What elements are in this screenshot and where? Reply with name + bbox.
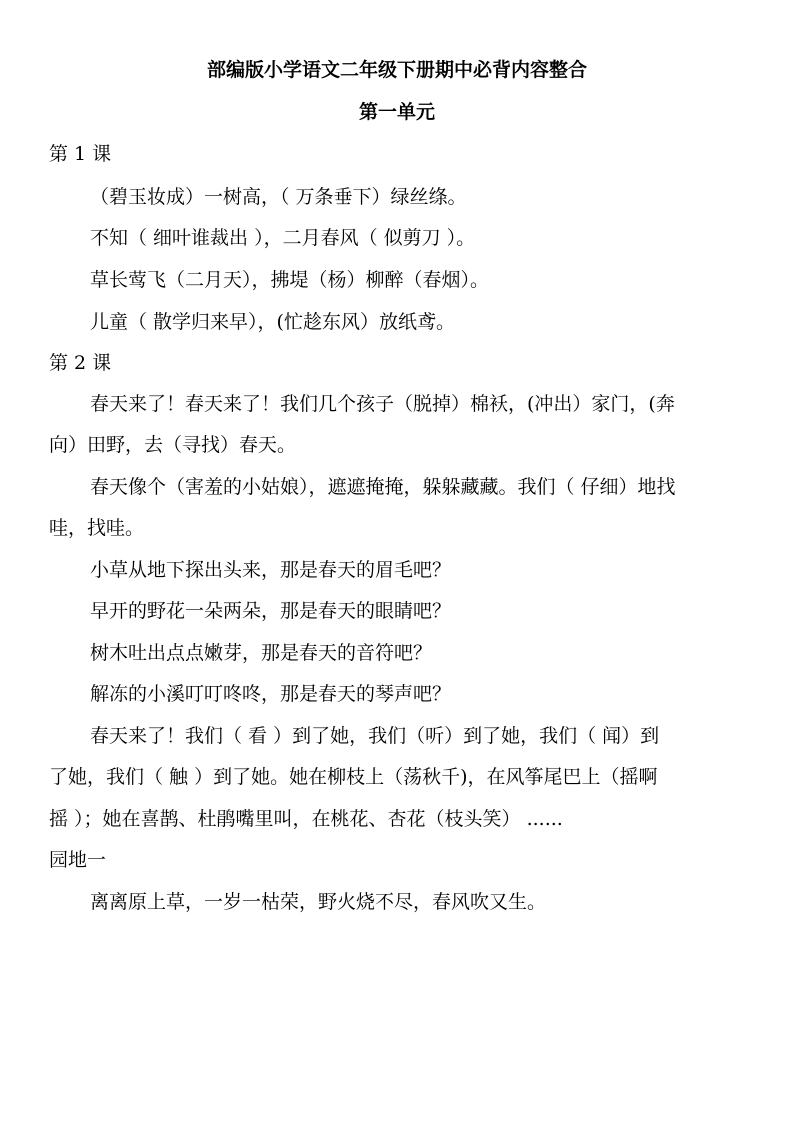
lesson-2-paragraph-3-line-3: 摇 ）；她在喜鹊、杜鹃嘴里叫，在桃花、杏花（枝头笑） ......	[49, 808, 563, 830]
lesson-2-line-notes: 树木吐出点点嫩芽，那是春天的音符吧？	[90, 642, 433, 664]
lesson-2-line-qin: 解冻的小溪叮叮咚咚，那是春天的琴声吧？	[90, 683, 452, 705]
lesson-2-paragraph-3-line-2: 了她，我们（ 触 ）到了她。她在柳枝上（荡秋千)，在风筝尾巴上（摇啊	[49, 766, 658, 788]
lesson-1-heading: 第 1 课	[49, 143, 112, 165]
lesson-2-paragraph-2-line-1: 春天像个（害羞的小姑娘），遮遮掩掩，躲躲藏藏。我们（ 仔细）地找	[90, 476, 676, 498]
garden-1-heading: 园地一	[49, 849, 107, 871]
garden-1-poem-line: 离离原上草，一岁一枯荣，野火烧不尽，春风吹又生。	[90, 891, 547, 913]
document-title: 部编版小学语文二年级下册期中必背内容整合	[206, 59, 587, 81]
lesson-2-line-eyebrows: 小草从地下探出头来，那是春天的眉毛吧？	[90, 559, 452, 581]
lesson-2-heading: 第 2 课	[49, 352, 112, 374]
lesson-2-line-eyes: 早开的野花一朵两朵，那是春天的眼睛吧？	[90, 600, 452, 622]
lesson-1-line-2: 不知（ 细叶谁裁出 ），二月春风（ 似剪刀 ）。	[90, 227, 476, 249]
lesson-2-paragraph-1-line-1: 春天来了！春天来了！我们几个孩子（脱掉）棉袄，(冲出）家门，(奔	[90, 393, 675, 415]
lesson-1-line-3: 草长莺飞（二月天），拂堤（杨）柳醉（春烟）。	[90, 269, 490, 291]
lesson-2-paragraph-1-line-2: 向）田野，去（寻找）春天。	[49, 434, 297, 456]
unit-title: 第一单元	[358, 101, 435, 123]
lesson-2-paragraph-3-line-1: 春天来了！我们（ 看 ）到了她，我们（听）到了她，我们（ 闻）到	[90, 725, 660, 747]
lesson-1-line-4: 儿童（ 散学归来早），(忙趁东风）放纸鸢。	[90, 311, 455, 333]
lesson-2-paragraph-2-line-2: 哇，找哇。	[49, 517, 145, 539]
lesson-1-line-1: （碧玉妆成）一树高，（ 万条垂下）绿丝绦。	[90, 186, 467, 208]
